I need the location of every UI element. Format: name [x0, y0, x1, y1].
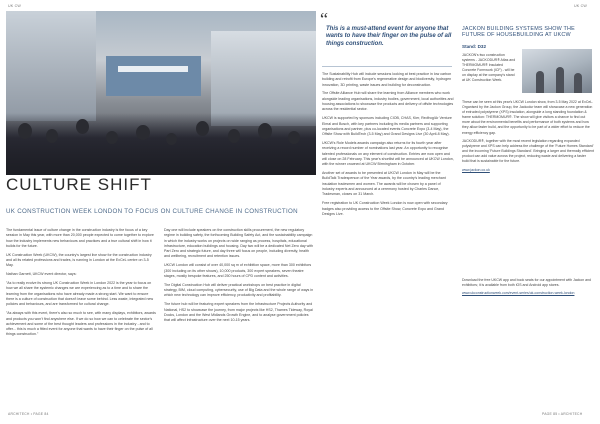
sidebar-footer — [462, 278, 594, 299]
page-header-left: UK CW — [8, 4, 21, 8]
jackon-stand-photo — [522, 49, 592, 93]
article-column-1 — [6, 228, 156, 408]
paragraph: "As to really evolve its strong UK Construction Week in London 2022 is the year to focus on how we all share the systemic changes we are experiencing as to a time and to share the learning from the organisations who have already made a strong start. We want to ensure there is a culture of construction that doesn't leave some behind. Less waste, integrated new policies and behaviours, and are transformed for cultural change. — [6, 281, 154, 307]
page-footer-left: ARCHITECH • PAGE 84 — [8, 412, 49, 416]
paragraph: UKCW's Role Models awards campaign also returns for its fourth year after receiving a record number of nominations last year. An opportunity to recognise talented professionals on any element of construction. Entries are now open and will close on 28 February. This year's shortlist will be announced at UKCW London, with the winner crowned at UKCW Birmingham in October. — [322, 141, 454, 167]
paragraph: UKCW London will consist of over 40,000 sq m of exhibition space, more than 300 exhibitors (300 including on its other shows), 10,000 products, 300 expert speakers, seven theatre stages, mostly bespoke features, and 250 hours of CPD content and activities. — [164, 263, 312, 278]
sidebar-intro: JACKON's two construction systems - JACKODUR® Atlas and THERMOMUR® Insulated Concrete Formwork (ICF) - will be on display at the company's stand at UK Construction Week. — [462, 53, 516, 82]
jackon-website-link[interactable]: www.jackon.co.uk — [462, 167, 490, 172]
paragraph: Download the free UKCW app and book seats for our appointment with Jackon and exhibitors; it is available from both iOS and Android app stores. — [462, 278, 591, 288]
stand-label: Stand: D32 — [462, 44, 486, 49]
paragraph: UK Construction Week (UKCW), the country's largest live show for the construction industry and all its related professions and trades, is running in London at the ExCeL centre on 3-5 May. — [6, 252, 152, 268]
sidebar-body — [462, 100, 594, 176]
paragraph: JACKODUR®, together with the most recent legislation regarding expanded polystyrene and XPS can help address the challenge of the 'Future Homes Standard' and the incoming 'Future Buildings Standard'. Bringing a larger and thermally efficient product can add value across the project, reducing waste and delivering a faster build that is sustainable for the future. — [462, 139, 595, 164]
article-column-2 — [164, 228, 314, 408]
paragraph: "As always with this event, there's also so much to see, with many displays, exhibitors, awards and products you won't find anywhere else. If we do so how we can to celebrate the sector's achievement and some of the best thought leaders and professions in the industry - and to offer... this is much a fitted event for anyone that wants to have their finger on the pulse of all things construction." — [6, 311, 156, 337]
paragraph: Day one will include speakers on the construction skills procurement, the new regulatory regime in building safety, the forthcoming Building Safety Act, and the sustainability campaign in which the industry works on projects on wide ranging as process, hospitals, educational infrastructure, education buildings and housing. Day two will be a dedicated Net Zero day with Part Zero and strategic future, and day three will focus on people, including diversity, health and wellbeing, recruitment and retention issues. — [164, 228, 314, 259]
article-column-3 — [322, 72, 454, 406]
paragraph: Another set of awards to be presented at UKCW London in May will be the BuildTalk Tradesperson of the Year awards, by the country's leading merchant insulation tradesmen and women. The awards will be chosen by a panel of industry experts and announced at a ceremony hosted by Charles Dance, Tradesman, closes on 31 March. — [322, 171, 446, 197]
page-header-right: UK CW — [574, 4, 587, 8]
sidebar-title: JACKON BUILDING SYSTEMS SHOW THE FUTURE OF HOUSEBUILDING AT UKCW — [462, 26, 575, 39]
ukcw-website-link[interactable]: www.ukconstructionweek.com/event-series/uk-construction-week-london — [462, 291, 575, 296]
paragraph: The Digital Construction Hub will deliver practical workshops on best practice in digital strategy, BIM, cloud computing, cybersecurity, use of Big Data and the whole range of ways in which new technology can improve efficiency, productivity and profitability. — [164, 282, 314, 298]
paragraph: The future hub will be featuring expert speakers from the Infrastructure Projects Authority and National, HS2 to showcase the journey, from major projects like HS2, Thames Tideway, Royal Docks, London and the West Midlands Growth Engine, and to analyse government policies that will affect infrastructure over the next 10-15 years. — [164, 302, 313, 323]
paragraph: UKCW is supported by sponsors including CIOB, CHAS, Kier, Redfrog/Ar Venture Eimal and Bosch, with key partners including its media partners and supporting organisations and partner, plus co-located events Concrete Expo (3-4 May), the Offsite Show with BuildTech (3-5 May) and Grand Designs Live (30 April-8 May). — [322, 116, 452, 137]
event-crowd-photo — [6, 11, 316, 175]
paragraph: The Sustainability Hub will include sessions looking at best practice in low carbon building and retrofit from Europe's regenerative design and biodiversity, hydrogen innovation, 3D printing, waste issues and building for deconstruction. — [322, 72, 452, 87]
paragraph: The fundamental issue of culture change in the construction industry is the focus of a key session in May this year, with more than 20,000 people expected to come together to explore how the industry implements new behaviours and practices and a true cultural shift in how it builds for the future. — [6, 228, 154, 248]
paragraph: Nathan Garnett, UKCW event director, says: — [6, 272, 77, 277]
paragraph: Free registration to UK Construction Week London is now open with secondary badges also providing access to the Offsite Show, Concrete Expo and Grand Designs Live. — [322, 201, 448, 216]
article-subtitle: UK CONSTRUCTION WEEK LONDON TO FOCUS ON CULTURE CHANGE IN CONSTRUCTION — [6, 208, 298, 215]
pull-quote: This is a must-attend event for anyone that wants to have their finger on the pulse of all things construction. — [326, 26, 452, 47]
paragraph: The Offsite Alliance Hub will share the learning from Alliance members who work alongside leading organisations, industry bodies, government, local authorities and housing associations to showcase the products and delivery of offsite technologies across the residential sector. — [322, 91, 454, 112]
page-footer-right: PAGE 85 • ARCHITECH — [542, 412, 583, 416]
paragraph: These can be seen at this year's UKCW London show, from 3-5 May 2022 at ExCeL. Organised by the Jackon Group, the Jackodur team will showcase a new generation of extruded polystyrene (XPS) insulation, alongside a long standing foundation & frame solution: THERMOMUR®. The show will give visitors a chance to find out more about the environmental benefits and performance of both systems and how they allow faster build, and the opportunity to be part of a wider effort to reduce the energy efficiency gap. — [462, 100, 594, 135]
quote-mark-icon: “ — [320, 9, 328, 29]
divider — [322, 66, 452, 67]
article-title: CULTURE SHIFT — [6, 175, 152, 194]
sidebar-panel — [462, 44, 594, 404]
